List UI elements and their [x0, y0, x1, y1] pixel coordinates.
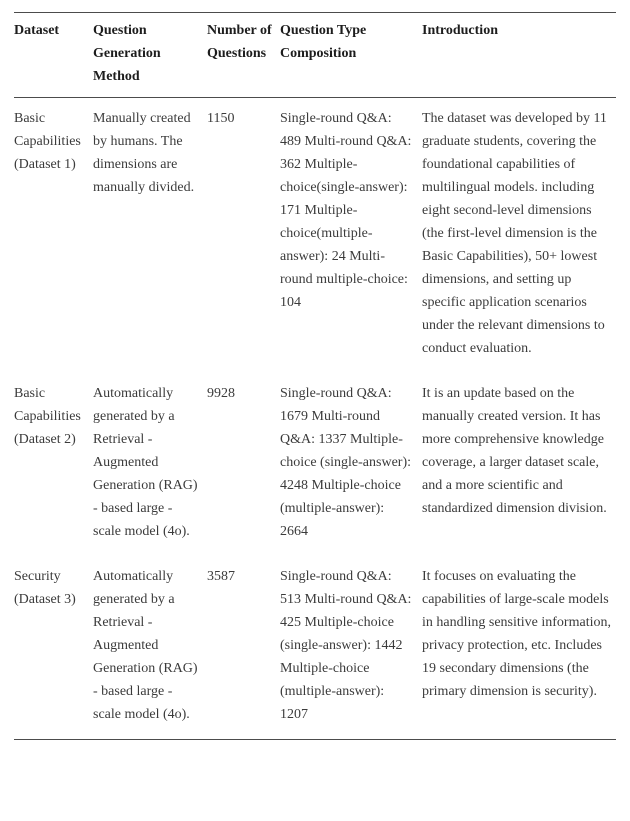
- column-header-number-of-questions: Number of Questions: [207, 13, 280, 98]
- table-row-dataset-1: [14, 98, 616, 374]
- cell-introduction: It focuses on evaluating the capabilities of large-scale models in handling sensitive information, privacy protection, etc. Includes 19 secondary dimensions (the primary dimension is security).: [422, 569, 611, 699]
- cell-introduction: It is an update based on the manually created version. It has more comprehensive knowledge coverage, a larger dataset scale, and a more scientific and standardized dimension division.: [422, 386, 607, 516]
- cell-question-generation-method: Manually created by humans. The dimensions are manually divided.: [93, 111, 195, 195]
- header-row: [14, 13, 616, 98]
- column-header-dataset: Dataset: [14, 13, 93, 98]
- table-row-dataset-3: [14, 556, 616, 740]
- dataset-overview-table: [14, 12, 616, 740]
- cell-question-generation-method: Automatically generated by a Retrieval - Augmented Generation (RAG) - based large - scale model (4o).: [93, 386, 198, 539]
- column-header-question-type-composition: Question Type Composition: [280, 13, 422, 98]
- cell-dataset: Security (Dataset 3): [14, 569, 76, 607]
- table-header: [14, 13, 616, 98]
- cell-dataset: Basic Capabilities (Dataset 1): [14, 111, 81, 172]
- cell-number-of-questions: 3587: [207, 569, 235, 584]
- cell-dataset: Basic Capabilities (Dataset 2): [14, 386, 81, 447]
- cell-introduction: The dataset was developed by 11 graduate students, covering the foundational capabilities of multilingual models. including eight second-level dimensions (the first-level dimension is the Basic Capabilities), 50+ lowest dimensions, and setting up specific application scenarios under the relevant dimensions to conduct evaluation.: [422, 111, 607, 356]
- cell-question-type-composition: Single-round Q&A: 489 Multi-round Q&A: 362 Multiple-choice(single-answer): 171 Multiple-choice(multiple-answer): 24 Multi-round multiple-choice: 104: [280, 111, 412, 310]
- column-header-introduction: Introduction: [422, 13, 616, 98]
- cell-question-generation-method: Automatically generated by a Retrieval - Augmented Generation (RAG) - based large - scale model (4o).: [93, 569, 198, 722]
- table-body: [14, 98, 616, 740]
- cell-question-type-composition: Single-round Q&A: 1679 Multi-round Q&A: 1337 Multiple-choice (single-answer): 4248 Multiple-choice (multiple-answer): 2664: [280, 386, 411, 539]
- column-header-question-generation-method: Question Generation Method: [93, 13, 207, 98]
- cell-question-type-composition: Single-round Q&A: 513 Multi-round Q&A: 425 Multiple-choice (single-answer): 1442 Multiple-choice (multiple-answer): 1207: [280, 569, 412, 722]
- table-row-dataset-2: [14, 373, 616, 556]
- cell-number-of-questions: 1150: [207, 111, 235, 126]
- cell-number-of-questions: 9928: [207, 386, 235, 401]
